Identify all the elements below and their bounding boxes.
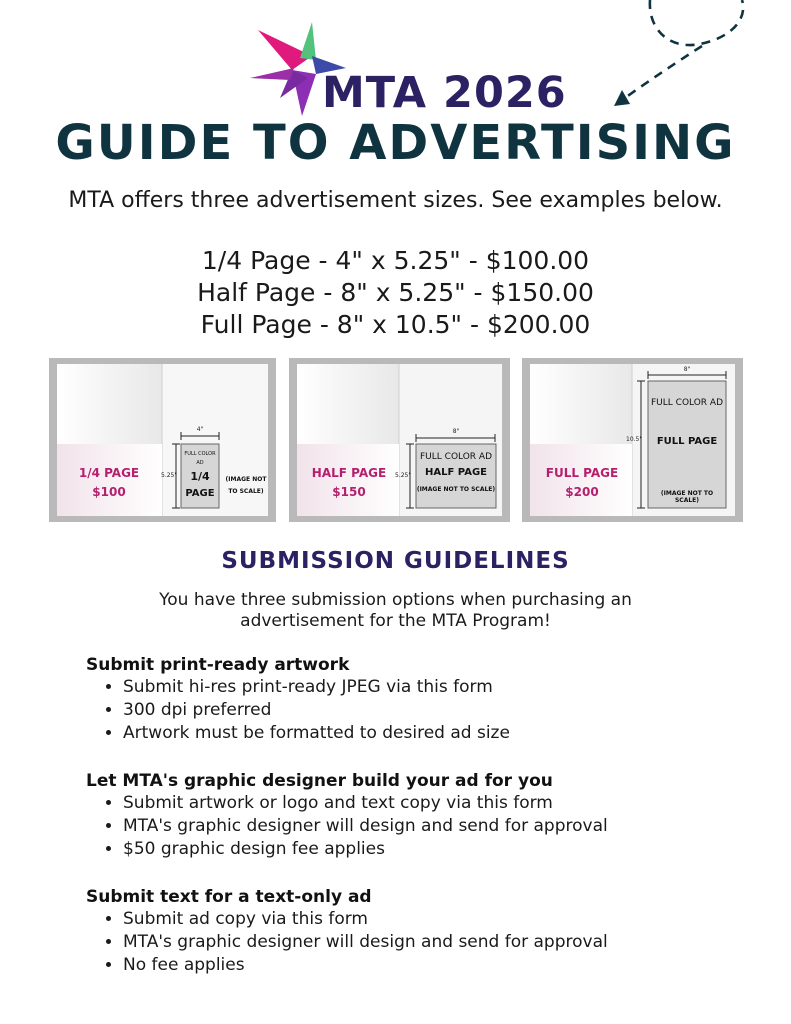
example-half-page — [289, 358, 510, 522]
size-half-page: Half Page - 8" x 5.25" - $150.00 — [197, 278, 594, 307]
example-full-name: FULL PAGE — [545, 466, 619, 480]
example-full-ad-line2: FULL PAGE — [656, 436, 718, 447]
submission-heading: SUBMISSION GUIDELINES — [221, 548, 570, 574]
list-item: • $50 graphic design fee applies — [123, 838, 766, 861]
example-quarter-ad-line1: FULL COLOR AD — [184, 451, 216, 466]
list-item: • No fee applies — [123, 954, 766, 977]
example-quarter-height: 5.25" — [161, 472, 178, 479]
list-item: • Artwork must be formatted to desired ad size — [123, 722, 766, 745]
example-quarter-page — [49, 358, 276, 522]
submission-intro-line2: advertisement for the MTA Program! — [240, 611, 551, 631]
list-item: • Submit artwork or logo and text copy via this form — [123, 792, 766, 815]
list-item: • MTA's graphic designer will design and send for approval — [123, 815, 766, 838]
example-half-price: $150 — [332, 485, 366, 499]
example-full-ad-line1: FULL COLOR AD — [651, 398, 723, 408]
example-quarter-note-line1: (IMAGE NOT — [225, 476, 267, 483]
example-quarter-width: 4" — [196, 426, 204, 433]
header-title: MTA 2026 — [322, 68, 567, 118]
example-half-height: 5.25" — [395, 472, 412, 479]
submission-intro-line1: You have three submission options when purchasing an — [159, 590, 632, 610]
example-half-ad-line1: FULL COLOR AD — [420, 452, 492, 462]
list-item: • Submit hi-res print-ready JPEG via this form — [123, 676, 766, 699]
example-full-width: 8" — [683, 366, 691, 373]
option-designer-build — [86, 770, 766, 861]
example-quarter-price: $100 — [92, 485, 126, 499]
example-quarter-note-line2: TO SCALE) — [228, 488, 264, 495]
option-text-only — [86, 886, 766, 977]
example-quarter-name: 1/4 PAGE — [78, 466, 140, 480]
example-half-note: (IMAGE NOT TO SCALE) — [416, 486, 496, 493]
size-price-list — [0, 245, 791, 341]
size-quarter-page: 1/4 Page - 4" x 5.25" - $100.00 — [201, 246, 590, 275]
example-quarter-ad-line2: 1/4 — [190, 470, 210, 483]
option-print-ready — [86, 654, 766, 745]
example-full-page — [522, 358, 743, 522]
intro-text: MTA offers three advertisement sizes. See examples below. — [68, 188, 723, 213]
list-item: • 300 dpi preferred — [123, 699, 766, 722]
example-full-note: (IMAGE NOT TO SCALE) — [660, 490, 714, 504]
example-quarter-ad-line3: PAGE — [185, 488, 215, 499]
example-full-price: $200 — [565, 485, 599, 499]
size-full-page: Full Page - 8" x 10.5" - $200.00 — [200, 310, 591, 339]
example-half-name: HALF PAGE — [311, 466, 387, 480]
option-title: Submit print-ready artwork — [86, 655, 350, 675]
header-subtitle: GUIDE TO ADVERTISING — [55, 115, 736, 171]
example-half-ad-line2: HALF PAGE — [425, 467, 487, 478]
list-item: • MTA's graphic designer will design and send for approval — [123, 931, 766, 954]
example-half-width: 8" — [452, 428, 460, 435]
dashed-arrow-icon — [600, 0, 760, 115]
option-title: Submit text for a text-only ad — [86, 887, 372, 907]
submission-intro — [0, 590, 791, 632]
option-title: Let MTA's graphic designer build your ad for you — [86, 771, 553, 791]
list-item: • Submit ad copy via this form — [123, 908, 766, 931]
example-full-height: 10.5" — [626, 436, 643, 443]
